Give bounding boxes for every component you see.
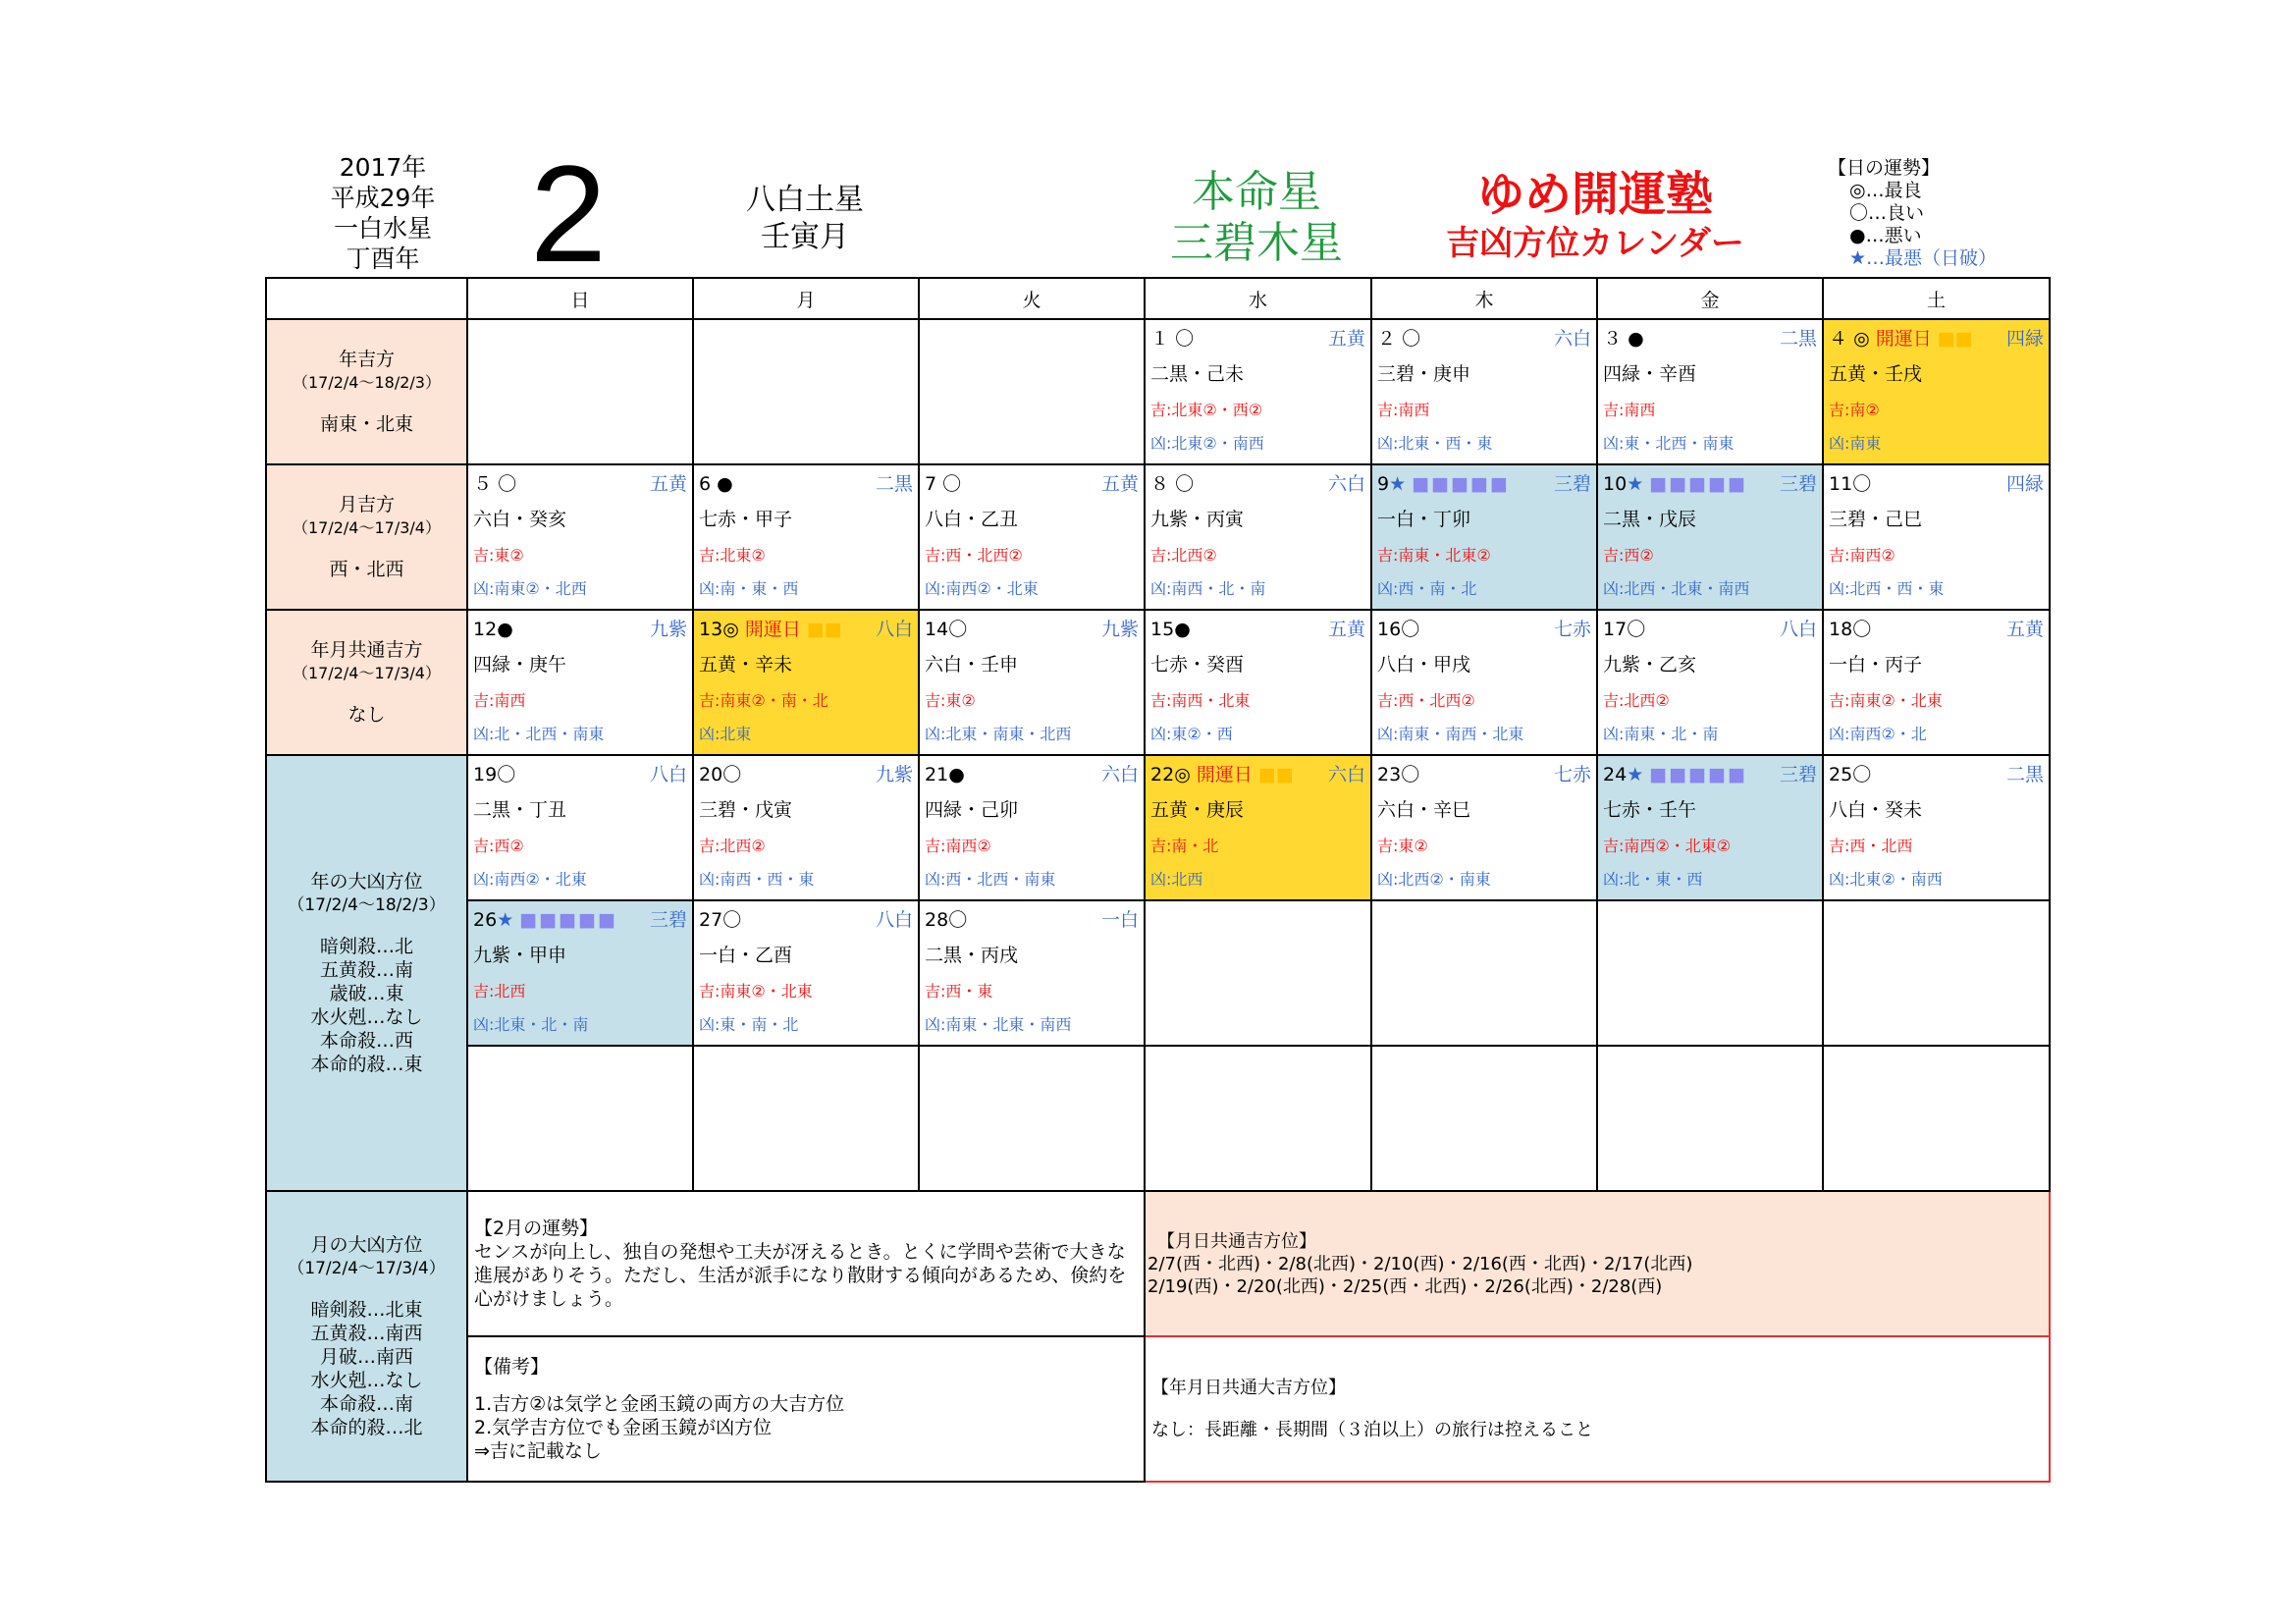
gold-squares: ■■: [1937, 328, 1973, 350]
day-eto: 九紫・丙寅: [1150, 509, 1245, 530]
day-good: 吉:北西②: [1603, 691, 1670, 710]
fortune-text: センスが向上し、独自の発想や工夫が冴えるとき。とくに学問や芸術で大きな進展がありそう。ただし、生活が派手になり散財する傾向があるため、倹約を心がけましょう。: [474, 1241, 1127, 1310]
day-mark: ●: [948, 764, 965, 785]
day-bad: 凶:南東②・北西: [473, 579, 587, 598]
day-cell-1[interactable]: [1145, 319, 1371, 464]
day-eto: 六白・辛巳: [1377, 799, 1471, 821]
day-cell-4[interactable]: [1823, 319, 2050, 464]
day-mark: ◎: [1853, 328, 1870, 350]
empty-cell: [693, 1046, 919, 1191]
day-bad: 凶:北西・北東・南西: [1603, 579, 1750, 598]
day-good: 吉:南・北: [1150, 837, 1219, 855]
honmei-star: 三碧木星: [1170, 218, 1343, 268]
day-number: 26: [473, 909, 498, 931]
day-cell-7[interactable]: [919, 464, 1145, 610]
day-good: 吉:南西: [473, 691, 526, 710]
side-title: 年月共通吉方: [310, 639, 423, 661]
day-bad: 凶:北東・北・南: [473, 1015, 589, 1034]
day-cell-14[interactable]: [919, 610, 1145, 755]
empty-cell: [919, 1046, 1145, 1191]
day-eto: 五黄・壬戌: [1829, 363, 1923, 385]
day-mark: ◎: [1174, 764, 1191, 785]
kaiun-label: 開運日: [1196, 764, 1253, 785]
day-good: 吉:南西②: [1829, 546, 1896, 565]
day-eto: 二黒・己未: [1150, 363, 1245, 385]
month-number: 2: [530, 136, 607, 291]
day-star: 八白: [875, 619, 913, 640]
day-number: ８: [1150, 473, 1170, 495]
day-eto: 四緑・庚午: [473, 654, 567, 676]
side-value: 西・北西: [329, 559, 404, 580]
day-number: 24: [1603, 764, 1628, 785]
day-bad: 凶:南西・西・東: [699, 870, 815, 889]
day-cell-25[interactable]: [1823, 755, 2050, 900]
day-good: 吉:南西: [1603, 401, 1656, 419]
day-good: 吉:東②: [925, 691, 976, 710]
day-bad: 凶:北西②・南東: [1377, 870, 1491, 889]
calendar-subtitle: 吉凶方位カレンダー: [1446, 224, 1744, 263]
day-mark: 〇: [722, 909, 742, 931]
day-star: 六白: [1327, 764, 1365, 785]
day-star: 八白: [649, 764, 687, 785]
day-number: 10: [1603, 473, 1628, 495]
day-mark: ●: [1174, 619, 1191, 640]
day-cell-21[interactable]: [919, 755, 1145, 900]
day-good: 吉:北西②: [1150, 546, 1217, 565]
honmei-label: 本命星: [1192, 167, 1321, 217]
day-eto: 二黒・戊辰: [1603, 509, 1697, 530]
day-eto: 六白・壬申: [925, 654, 1019, 676]
day-good: 吉:北東②・西②: [1150, 401, 1263, 419]
day-number: 15: [1150, 619, 1175, 640]
day-number: 25: [1829, 764, 1853, 785]
day-good: 吉:南東②・南・北: [699, 691, 828, 710]
day-mark: ◎: [722, 619, 739, 640]
day-mark: 〇: [1401, 764, 1420, 785]
empty-cell: [1823, 1046, 2050, 1191]
notes-title: 【備考】: [474, 1356, 550, 1378]
side-item: 五黄殺…南: [319, 959, 413, 981]
year-good-direction: [266, 319, 467, 464]
month-bad-direction: [266, 1191, 467, 1482]
monthly-fortune: [467, 1191, 1145, 1336]
day-cell-6[interactable]: [693, 464, 919, 610]
day-mark: 〇: [1852, 473, 1872, 495]
weekday-tue: 火: [919, 278, 1145, 319]
day-mark: 〇: [498, 473, 517, 495]
gold-squares: ■■: [1257, 764, 1294, 785]
side-item: 月破…南西: [319, 1346, 413, 1368]
day-good: 吉:南②: [1829, 401, 1880, 419]
day-bad: 凶:北東②・南西: [1829, 870, 1943, 889]
day-bad: 凶:北西: [1150, 870, 1203, 889]
day-number: 21: [925, 764, 949, 785]
side-item: 本命的殺…北: [310, 1417, 423, 1438]
common-md-title: 【月日共通吉方位】: [1157, 1230, 1316, 1252]
day-eto: 七赤・壬午: [1603, 799, 1697, 821]
weekday-fri: 金: [1597, 278, 1823, 319]
side-title: 月吉方: [338, 494, 395, 515]
day-star: 六白: [1553, 328, 1591, 350]
day-good: 吉:西・北西②: [1377, 691, 1475, 710]
side-item: 歳破…東: [329, 983, 404, 1004]
empty-cell: [1145, 1046, 1371, 1191]
day-bad: 凶:北東: [699, 725, 752, 743]
year-info: [294, 152, 471, 274]
day-number: 13: [699, 619, 723, 640]
side-range: （17/2/4～17/3/4）: [292, 664, 441, 682]
day-good: 吉:南西②: [925, 837, 991, 855]
empty-cell: [693, 319, 919, 464]
day-cell-17[interactable]: [1597, 610, 1823, 755]
day-eto: 三碧・庚申: [1377, 363, 1471, 385]
day-star: 六白: [1100, 764, 1139, 785]
day-good: 吉:南西: [1377, 401, 1430, 419]
legend-title: 【日の運勢】: [1828, 157, 1941, 179]
corner-cell: [266, 278, 467, 319]
side-item: 水火剋…なし: [310, 1370, 423, 1391]
day-good: 吉:南東②・北東: [699, 982, 813, 1001]
day-star: 七赤: [1553, 619, 1591, 640]
day-mark: ●: [1628, 328, 1644, 350]
day-star: 五黄: [1327, 619, 1365, 640]
day-star: 五黄: [1327, 328, 1365, 350]
side-item: 本命殺…南: [319, 1393, 413, 1415]
day-eto: 三碧・己巳: [1829, 509, 1923, 530]
day-cell-2[interactable]: [1371, 319, 1597, 464]
weekday-sat: 土: [1823, 278, 2050, 319]
kaiun-label: 開運日: [1875, 328, 1932, 350]
day-eto: 一白・乙酉: [699, 945, 793, 966]
day-mark: 〇: [1852, 764, 1872, 785]
common-md-line1: 2/7(西・北西)・2/8(北西)・2/10(西)・2/16(西・北西)・2/17(北西): [1148, 1253, 1693, 1274]
day-mark: ★: [497, 909, 514, 931]
day-mark: 〇: [1627, 619, 1646, 640]
year-bad-direction: [266, 755, 467, 1191]
eto-label: 丁酉年: [346, 244, 420, 273]
side-item: 暗剣殺…北東: [310, 1299, 423, 1321]
side-value: 南東・北東: [319, 413, 413, 435]
day-number: ３: [1603, 328, 1623, 350]
day-cell-28[interactable]: [919, 900, 1145, 1046]
heisei-label: 平成29年: [330, 184, 436, 212]
day-mark: 〇: [948, 619, 968, 640]
day-cell-20[interactable]: [693, 755, 919, 900]
decor-squares: ■■■■■: [1649, 473, 1748, 495]
day-good: 吉:南東・北東②: [1377, 546, 1491, 565]
day-good: 吉:南西・北東: [1150, 691, 1251, 710]
day-eto: 八白・甲戌: [1377, 654, 1471, 676]
day-mark: 〇: [1852, 619, 1872, 640]
day-bad: 凶:東②・西: [1150, 725, 1233, 743]
day-cell-27[interactable]: [693, 900, 919, 1046]
day-number: 16: [1377, 619, 1402, 640]
decor-squares: ■■■■■: [1649, 764, 1748, 785]
side-title: 月の大凶方位: [310, 1234, 423, 1256]
day-cell-3[interactable]: [1597, 319, 1823, 464]
decor-squares: ■■■■■: [1412, 473, 1510, 495]
day-number: 20: [699, 764, 723, 785]
day-cell-10[interactable]: [1597, 464, 1823, 610]
empty-cell: [919, 319, 1145, 464]
day-mark: 〇: [1175, 328, 1195, 350]
day-bad: 凶:南・東・西: [699, 579, 799, 598]
side-item: 暗剣殺…北: [319, 936, 413, 957]
day-eto: 一白・丁卯: [1377, 509, 1471, 530]
day-bad: 凶:北・北西・南東: [473, 725, 605, 743]
day-mark: 〇: [1401, 619, 1420, 640]
day-number: 11: [1829, 473, 1853, 495]
day-star: 二黒: [875, 473, 913, 495]
empty-cell: [1823, 900, 2050, 1046]
day-star: 七赤: [1553, 764, 1591, 785]
empty-cell: [1371, 1046, 1597, 1191]
day-number: ５: [473, 473, 493, 495]
empty-cell: [1597, 1046, 1823, 1191]
day-mark: ★: [1627, 473, 1644, 495]
day-mark: ●: [497, 619, 513, 640]
day-cell-24[interactable]: [1597, 755, 1823, 900]
day-star: 一白: [1100, 909, 1139, 931]
day-eto: 六白・癸亥: [473, 509, 567, 530]
weekday-sun: 日: [467, 278, 693, 319]
day-mark: 〇: [948, 909, 968, 931]
legend: [1828, 157, 1997, 270]
day-cell-12[interactable]: [467, 610, 693, 755]
day-bad: 凶:北東②・南西: [1150, 434, 1264, 453]
day-bad: 凶:南西②・北: [1829, 725, 1927, 743]
day-eto: 四緑・己卯: [925, 799, 1019, 821]
side-item: 五黄殺…南西: [310, 1323, 423, 1344]
day-number: 12: [473, 619, 498, 640]
day-number: ２: [1377, 328, 1397, 350]
legend-worst: ★…最悪（日破）: [1849, 247, 1998, 269]
day-bad: 凶:北西・西・東: [1829, 579, 1945, 598]
day-eto: 九紫・乙亥: [1603, 654, 1697, 676]
day-star: 二黒: [1779, 328, 1817, 350]
weekday-wed: 水: [1145, 278, 1371, 319]
day-bad: 凶:北東・西・東: [1377, 434, 1493, 453]
weekday-thu: 木: [1371, 278, 1597, 319]
day-eto: 七赤・甲子: [699, 509, 793, 530]
kaiun-label: 開運日: [744, 619, 801, 640]
gold-squares: ■■: [806, 619, 842, 640]
day-number: 9: [1377, 473, 1390, 495]
common-md-line2: 2/19(西)・2/20(北西)・2/25(西・北西)・2/26(北西)・2/28(西): [1148, 1275, 1663, 1297]
day-bad: 凶:東・北西・南東: [1603, 434, 1735, 453]
year-label: 2017年: [339, 153, 427, 182]
year-star-label: 一白水星: [333, 214, 432, 243]
day-number: １: [1150, 328, 1170, 350]
day-number: 22: [1150, 764, 1175, 785]
brand-title: ゆめ開運塾: [1476, 167, 1713, 222]
common-month-day-directions: [1145, 1191, 2050, 1336]
day-bad: 凶:南東: [1829, 434, 1882, 453]
day-number: 27: [699, 909, 723, 931]
notes-line3: ⇒吉に記載なし: [474, 1440, 602, 1462]
day-number: 19: [473, 764, 498, 785]
day-star: 九紫: [875, 764, 913, 785]
legend-good: 〇…良い: [1849, 202, 1925, 224]
day-eto: 二黒・丙戌: [925, 945, 1019, 966]
day-star: 三碧: [1779, 764, 1817, 785]
day-eto: 五黄・辛未: [699, 654, 793, 676]
side-range: （17/2/4～17/3/4）: [288, 1259, 446, 1278]
day-eto: 八白・乙丑: [925, 509, 1019, 530]
side-range: （17/2/4～18/2/3）: [288, 895, 446, 915]
day-eto: 一白・丙子: [1829, 654, 1923, 676]
day-number: 14: [925, 619, 949, 640]
day-mark: 〇: [1402, 328, 1421, 350]
day-bad: 凶:東・南・北: [699, 1015, 799, 1034]
day-mark: 〇: [942, 473, 962, 495]
day-cell-5[interactable]: [467, 464, 693, 610]
day-cell-22[interactable]: [1145, 755, 1371, 900]
side-title: 年の大凶方位: [310, 871, 423, 893]
day-number: 23: [1377, 764, 1402, 785]
empty-cell: [1145, 900, 1371, 1046]
day-good: 吉:西・北西: [1829, 837, 1913, 855]
day-mark: ★: [1389, 473, 1407, 495]
common-ymd-directions: [1145, 1336, 2050, 1482]
day-number: 6: [699, 473, 712, 495]
day-good: 吉:北西②: [699, 837, 766, 855]
legend-bad: ●…悪い: [1849, 225, 1922, 246]
day-good: 吉:東②: [1377, 837, 1428, 855]
day-number: 28: [925, 909, 949, 931]
day-cell-23[interactable]: [1371, 755, 1597, 900]
day-star: 五黄: [649, 473, 687, 495]
empty-cell: [1371, 900, 1597, 1046]
side-title: 年吉方: [338, 349, 395, 370]
side-item: 水火剋…なし: [310, 1006, 423, 1028]
month-eto: 壬寅月: [761, 220, 849, 254]
calendar-grid: [265, 277, 2051, 1483]
day-number: ４: [1829, 328, 1848, 350]
day-mark: ★: [1627, 764, 1644, 785]
day-good: 吉:西②: [473, 837, 524, 855]
day-bad: 凶:南東・北・南: [1603, 725, 1719, 743]
day-star: 五黄: [2005, 619, 2044, 640]
side-value: なし: [347, 704, 386, 726]
day-good: 吉:北東②: [699, 546, 766, 565]
day-bad: 凶:南東・北東・南西: [925, 1015, 1072, 1034]
side-range: （17/2/4～18/2/3）: [292, 373, 441, 392]
day-eto: 九紫・甲申: [473, 945, 567, 966]
brand-block: [1414, 167, 1777, 265]
side-range: （17/2/4～17/3/4）: [292, 518, 441, 537]
day-cell-18[interactable]: [1823, 610, 2050, 755]
day-eto: 五黄・庚辰: [1150, 799, 1245, 821]
day-bad: 凶:北東・南東・北西: [925, 725, 1072, 743]
empty-cell: [467, 319, 693, 464]
day-cell-19[interactable]: [467, 755, 693, 900]
day-cell-16[interactable]: [1371, 610, 1597, 755]
day-star: 三碧: [649, 909, 687, 931]
day-cell-15[interactable]: [1145, 610, 1371, 755]
fortune-title: 【2月の運勢】: [474, 1218, 599, 1239]
day-cell-9[interactable]: [1371, 464, 1597, 610]
common-ymd-text: なし：長距離・長期間（３泊以上）の旅行は控えること: [1151, 1420, 1593, 1440]
weekday-mon: 月: [693, 278, 919, 319]
day-good: 吉:南東②・北東: [1829, 691, 1943, 710]
day-good: 吉:西②: [1603, 546, 1654, 565]
month-good-direction: [266, 464, 467, 610]
side-item: 本命的殺…東: [310, 1054, 423, 1075]
decor-squares: ■■■■■: [519, 909, 618, 931]
day-bad: 凶:西・北西・南東: [925, 870, 1056, 889]
day-star: 四緑: [2005, 473, 2044, 495]
notes-line2: 2.気学吉方位でも金函玉鏡が凶方位: [474, 1417, 773, 1438]
day-cell-11[interactable]: [1823, 464, 2050, 610]
month-star-info: [726, 182, 883, 256]
day-bad: 凶:南東・南西・北東: [1377, 725, 1524, 743]
day-star: 五黄: [1100, 473, 1139, 495]
honmei-block: [1139, 167, 1374, 269]
notes-line1: 1.吉方②は気学と金函玉鏡の両方の大吉方位: [474, 1393, 845, 1415]
day-mark: 〇: [722, 764, 742, 785]
day-bad: 凶:南西・北・南: [1150, 579, 1266, 598]
common-good-direction: [266, 610, 467, 755]
day-cell-26[interactable]: [467, 900, 693, 1046]
notes-box: [467, 1336, 1145, 1482]
day-number: 18: [1829, 619, 1853, 640]
day-good: 吉:西・東: [925, 982, 993, 1001]
side-item: 本命殺…西: [319, 1030, 413, 1052]
day-number: 17: [1603, 619, 1628, 640]
day-eto: 二黒・丁丑: [473, 799, 567, 821]
day-star: 八白: [875, 909, 913, 931]
day-cell-13[interactable]: [693, 610, 919, 755]
day-star: 四緑: [2005, 328, 2044, 350]
day-eto: 七赤・癸酉: [1150, 654, 1245, 676]
day-good: 吉:東②: [473, 546, 524, 565]
day-good: 吉:南西②・北東②: [1603, 837, 1732, 855]
day-star: 三碧: [1779, 473, 1817, 495]
day-eto: 四緑・辛酉: [1603, 363, 1697, 385]
day-star: 六白: [1327, 473, 1365, 495]
day-star: 九紫: [1100, 619, 1139, 640]
day-star: 八白: [1779, 619, 1817, 640]
day-star: 二黒: [2005, 764, 2044, 785]
month-star: 八白土星: [746, 183, 864, 217]
day-cell-8[interactable]: [1145, 464, 1371, 610]
day-bad: 凶:北・東・西: [1603, 870, 1703, 889]
empty-cell: [1597, 900, 1823, 1046]
day-bad: 凶:南西②・北東: [473, 870, 587, 889]
day-mark: 〇: [497, 764, 516, 785]
day-bad: 凶:南西②・北東: [925, 579, 1039, 598]
day-star: 三碧: [1553, 473, 1591, 495]
day-good: 吉:西・北西②: [925, 546, 1023, 565]
day-mark: ●: [717, 473, 733, 495]
day-eto: 三碧・戊寅: [699, 799, 793, 821]
common-ymd-title: 【年月日共通大吉方位】: [1151, 1378, 1346, 1398]
day-bad: 凶:西・南・北: [1377, 579, 1477, 598]
legend-best: ◎…最良: [1849, 180, 1922, 201]
day-good: 吉:北西: [473, 982, 526, 1001]
day-star: 九紫: [649, 619, 687, 640]
day-mark: 〇: [1175, 473, 1195, 495]
day-eto: 八白・癸未: [1829, 799, 1923, 821]
day-number: 7: [925, 473, 937, 495]
empty-cell: [467, 1046, 693, 1191]
